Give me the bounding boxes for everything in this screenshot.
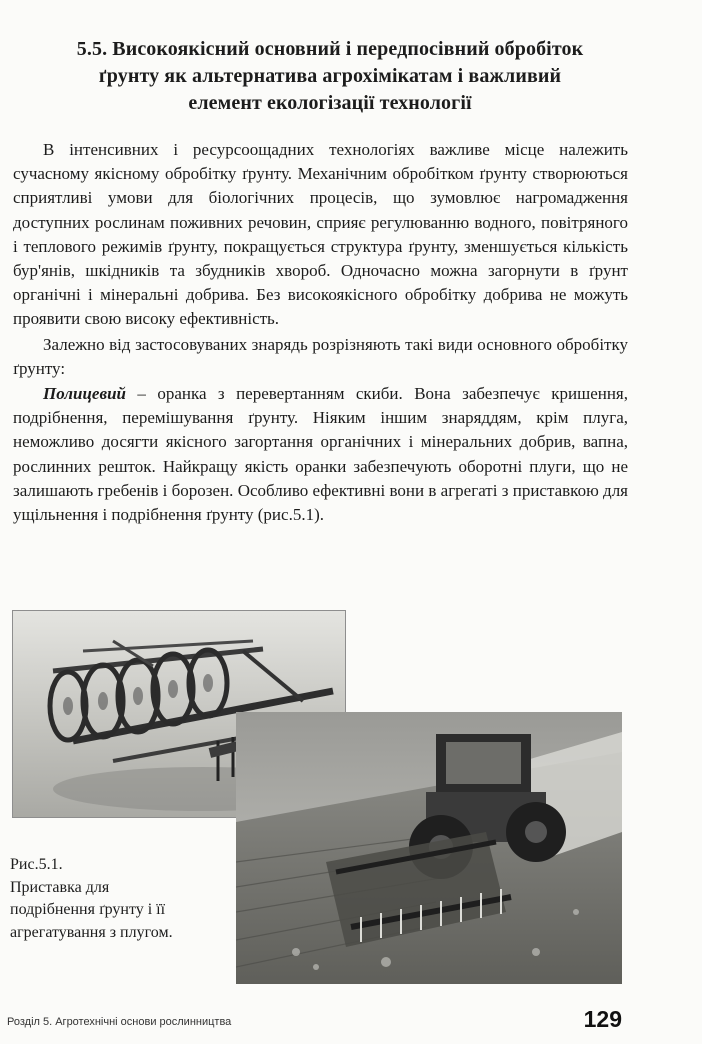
heading-line-2: ґрунту як альтернатива агрохімікатам і важливий xyxy=(98,65,562,87)
caption-line-3: подрібнення ґрунту і її xyxy=(10,901,166,918)
section-heading xyxy=(20,36,640,117)
caption-line-4: агрегатування з плугом. xyxy=(10,923,173,941)
heading-line-1: 5.5. Високоякісний основний і передпосівний обробіток xyxy=(76,38,584,60)
running-footer: Розділ 5. Агротехнічні основи рослинництва xyxy=(7,1016,232,1028)
paragraph-moldboard-text: – оранка з перевертанням скиби. Вона забезпечує кришення, подрібнення, перемішування ґрунту. Ніяким іншим знаряддям, крім плуга, неможливо досягти якісного загортання органічних і мінеральних добрив, вапна, рослинних решток. Найкращу якість оранки забезпечують оборотні плуги, що не залишають гребенів і борозен. Особливо ефективні вони в агрегаті з приставкою для ущільнення і подрібнення ґрунту (рис.5.1). xyxy=(13,384,628,525)
paragraph-types: Залежно від застосовуваних знарядь розрізняють такі види основного обробітку ґрунту: xyxy=(13,334,628,378)
heading-line-3: елемент екологізації технології xyxy=(188,92,472,114)
paragraph-intro: В інтенсивних і ресурсоощадних технологіях важливе місце належить сучасному якісному обробітку ґрунту. Механічним обробітком ґрунту створюються сприятливі умови для біологічних процесів, що зумовлює нагромадження доступних рослинам поживних речовин, сприяє регулюванню водного, повітряного і теплового режимів ґрунту, покращується структура ґрунту, зменшується кількість бур'янів, шкідників та збудників хвороб. Одночасно можна загорнути в ґрунт органічні і мінеральні добрива. Без високоякісного обробітку добрива не можуть проявити свою високу ефективність. xyxy=(13,140,628,329)
page-number: 129 xyxy=(583,1006,622,1032)
tractor-photo xyxy=(236,712,622,984)
caption-line-1: Рис.5.1. xyxy=(10,856,63,873)
tractor-illustration xyxy=(236,712,622,984)
paragraph-moldboard xyxy=(13,382,628,527)
figure-caption xyxy=(10,854,240,944)
caption-line-2: Приставка для xyxy=(10,878,110,896)
term-moldboard: Полицевий xyxy=(43,384,126,404)
body-text xyxy=(13,138,628,527)
